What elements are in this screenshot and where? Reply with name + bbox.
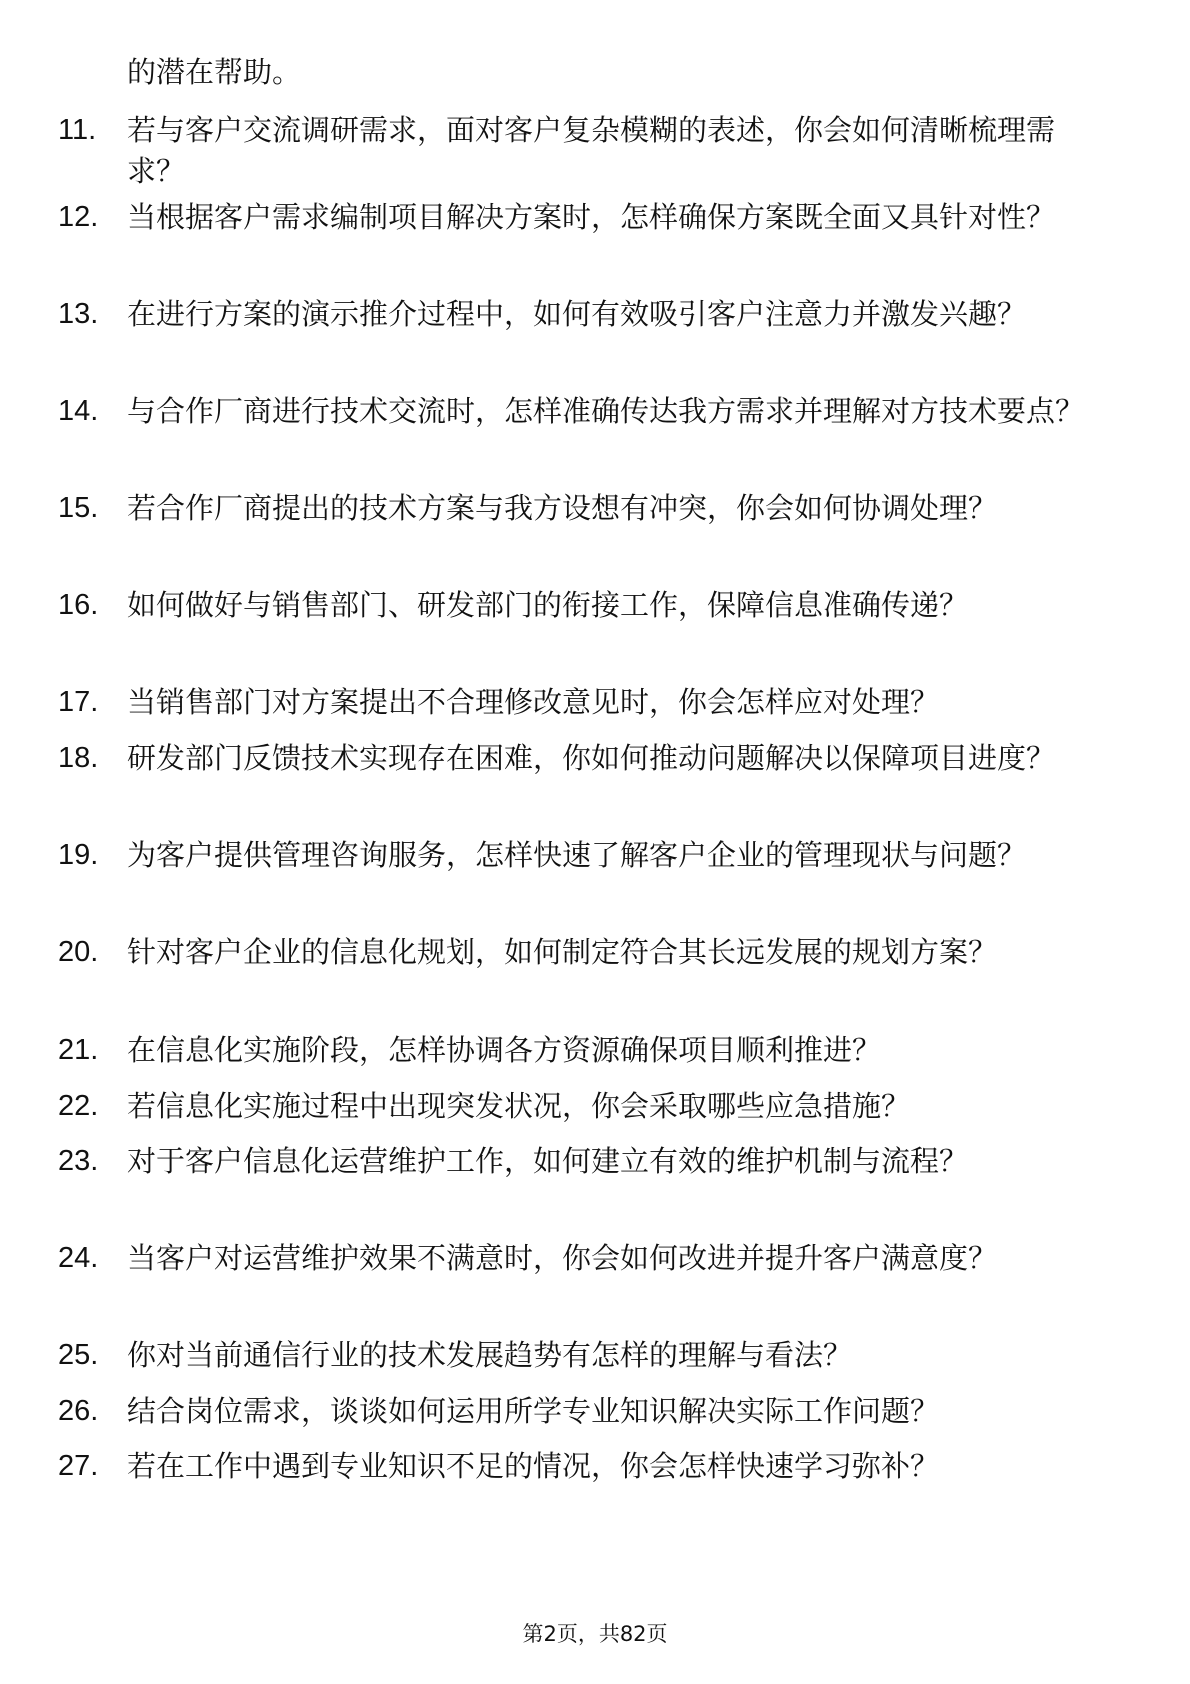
item-text: 对于客户信息化运营维护工作，如何建立有效的维护机制与流程？ [127,1144,969,1178]
item-text: 当客户对运营维护效果不满意时，你会如何改进并提升客户满意度？ [127,1241,998,1275]
item-number: 12. [58,201,99,233]
item-text: 若信息化实施过程中出现突发状况，你会采取哪些应急措施？ [127,1089,911,1123]
item-number: 24. [58,1242,99,1274]
item-number: 16. [58,589,99,621]
item-number: 14. [58,395,99,427]
item-number: 18. [58,742,99,774]
page-footer: 第2页，共82页 [522,1622,668,1646]
item-text: 为客户提供管理咨询服务，怎样快速了解客户企业的管理现状与问题？ [127,838,1027,872]
item-text: 你对当前通信行业的技术发展趋势有怎样的理解与看法？ [127,1338,853,1372]
item-number: 15. [58,492,99,524]
item-text: 结合岗位需求，谈谈如何运用所学专业知识解决实际工作问题？ [127,1394,940,1428]
item-text: 当销售部门对方案提出不合理修改意见时，你会怎样应对处理？ [127,685,940,719]
item-number: 25. [58,1339,99,1371]
continued-text: 的潜在帮助。 [127,55,302,89]
item-text: 当根据客户需求编制项目解决方案时，怎样确保方案既全面又具针对性？ [127,200,1056,234]
item-text: 在进行方案的演示推介过程中，如何有效吸引客户注意力并激发兴趣？ [127,297,1027,331]
item-number: 19. [58,839,99,871]
item-number: 22. [58,1090,99,1122]
item-number: 11. [58,114,97,146]
item-text: 与合作厂商进行技术交流时，怎样准确传达我方需求并理解对方技术要点？ [127,394,1085,428]
item-text: 如何做好与销售部门、研发部门的衔接工作，保障信息准确传递？ [127,588,969,622]
item-text: 针对客户企业的信息化规划，如何制定符合其长远发展的规划方案？ [127,935,998,969]
item-number: 20. [58,936,99,968]
item-number: 26. [58,1395,99,1427]
item-number: 27. [58,1450,99,1482]
item-number: 21. [58,1034,99,1066]
item-text: 在信息化实施阶段，怎样协调各方资源确保项目顺利推进？ [127,1033,882,1067]
item-number: 23. [58,1145,99,1177]
item-text: 若合作厂商提出的技术方案与我方设想有冲突，你会如何协调处理？ [127,491,998,525]
item-number: 17. [58,686,99,718]
item-text: 若在工作中遇到专业知识不足的情况，你会怎样快速学习弥补？ [127,1449,940,1483]
item-text: 若与客户交流调研需求，面对客户复杂模糊的表述，你会如何清晰梳理需求？ [127,113,1056,188]
item-text: 研发部门反馈技术实现存在困难，你如何推动问题解决以保障项目进度？ [127,741,1056,775]
item-number: 13. [58,298,99,330]
